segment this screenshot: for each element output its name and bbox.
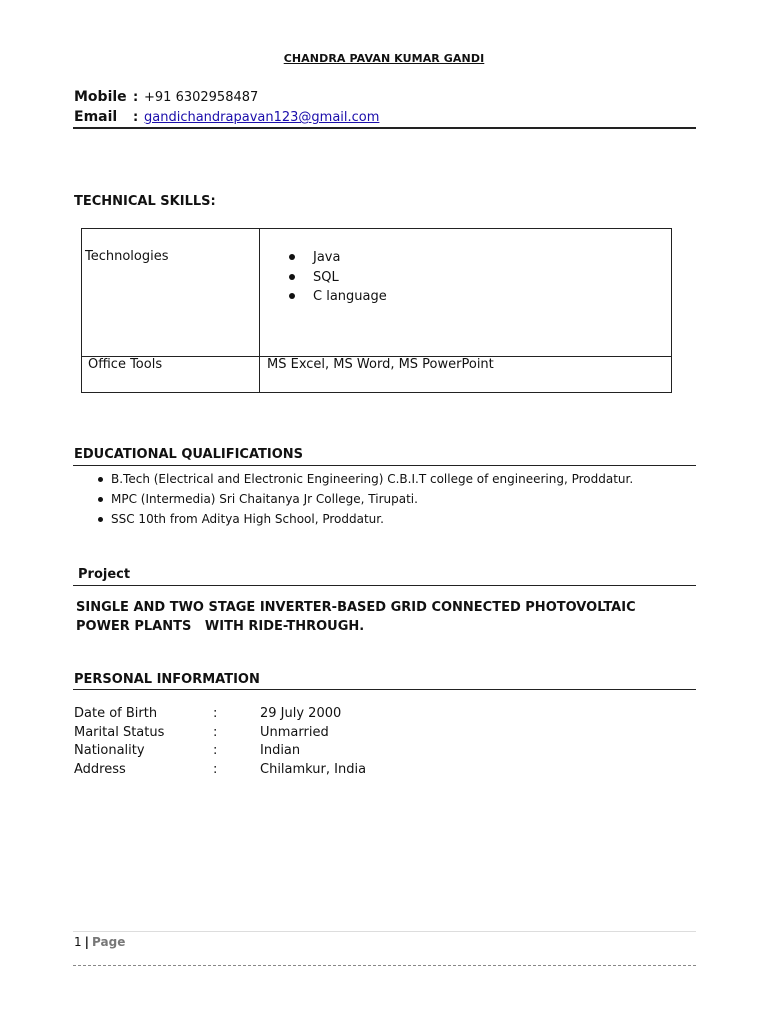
project-title-line-2: POWER PLANTS WITH RIDE-THROUGH.	[76, 619, 365, 634]
education-divider	[73, 465, 696, 466]
info-label: Nationality	[74, 743, 145, 758]
email-link[interactable]: gandichandrapavan123@gmail.com	[144, 110, 380, 125]
table-row	[74, 742, 574, 761]
info-colon: :	[213, 706, 218, 721]
project-heading: Project	[78, 567, 131, 582]
footer-separator: |	[84, 935, 90, 949]
personal-info-heading: PERSONAL INFORMATION	[74, 672, 260, 687]
info-value: Chilamkur, India	[260, 761, 367, 777]
technologies-list	[313, 248, 387, 307]
education-list	[111, 469, 633, 529]
table-row	[74, 724, 574, 743]
info-value: 29 July 2000	[260, 706, 342, 721]
page-number: 1	[74, 935, 82, 949]
info-colon: :	[213, 761, 218, 777]
bullet-icon	[98, 517, 103, 522]
list-item: SQL	[313, 268, 387, 288]
bullet-icon	[98, 497, 103, 502]
info-label: Date of Birth	[74, 706, 158, 721]
personal-info-table	[74, 705, 574, 779]
table-row	[74, 761, 574, 780]
mobile-label: Mobile	[74, 89, 127, 105]
list-item: Java	[313, 248, 387, 268]
mobile-colon: :	[133, 90, 139, 105]
info-colon: :	[213, 724, 218, 740]
page-label: Page	[92, 935, 126, 949]
table-row	[74, 705, 574, 724]
table-cell-technologies-label: Technologies	[85, 249, 169, 264]
bullet-icon	[289, 293, 295, 299]
header-divider	[73, 127, 696, 129]
info-value: Unmarried	[260, 724, 329, 740]
project-divider	[73, 585, 696, 586]
table-cell-office-tools-value: MS Excel, MS Word, MS PowerPoint	[267, 357, 494, 372]
skills-table	[81, 228, 672, 393]
page-break-line	[73, 965, 696, 966]
bullet-icon	[289, 254, 295, 260]
email-colon: :	[133, 110, 139, 125]
table-column-divider	[259, 229, 260, 392]
list-item: MPC (Intermedia) Sri Chaitanya Jr College, Tirupati.	[111, 489, 633, 509]
bullet-icon	[289, 274, 295, 280]
info-colon: :	[213, 743, 218, 758]
table-cell-office-tools-label: Office Tools	[88, 357, 163, 372]
list-item: B.Tech (Electrical and Electronic Engineering) C.B.I.T college of engineering, Proddatur.	[111, 469, 633, 489]
bullet-icon	[98, 477, 103, 482]
page-footer	[74, 935, 125, 949]
footer-divider	[73, 931, 696, 932]
technical-skills-heading: TECHNICAL SKILLS:	[74, 194, 216, 209]
education-heading: EDUCATIONAL QUALIFICATIONS	[74, 447, 304, 462]
mobile-value: +91 6302958487	[144, 90, 259, 105]
info-label: Address	[74, 761, 126, 777]
email-label: Email	[74, 109, 118, 125]
candidate-name: CHANDRA PAVAN KUMAR GANDI	[283, 52, 485, 65]
project-title-line-1: SINGLE AND TWO STAGE INVERTER-BASED GRID CONNECTED PHOTOVOLTAIC	[76, 600, 636, 615]
info-label: Marital Status	[74, 724, 165, 740]
list-item: C language	[313, 287, 387, 307]
info-value: Indian	[260, 743, 301, 758]
personal-info-divider	[73, 689, 696, 690]
list-item: SSC 10th from Aditya High School, Proddatur.	[111, 509, 633, 529]
